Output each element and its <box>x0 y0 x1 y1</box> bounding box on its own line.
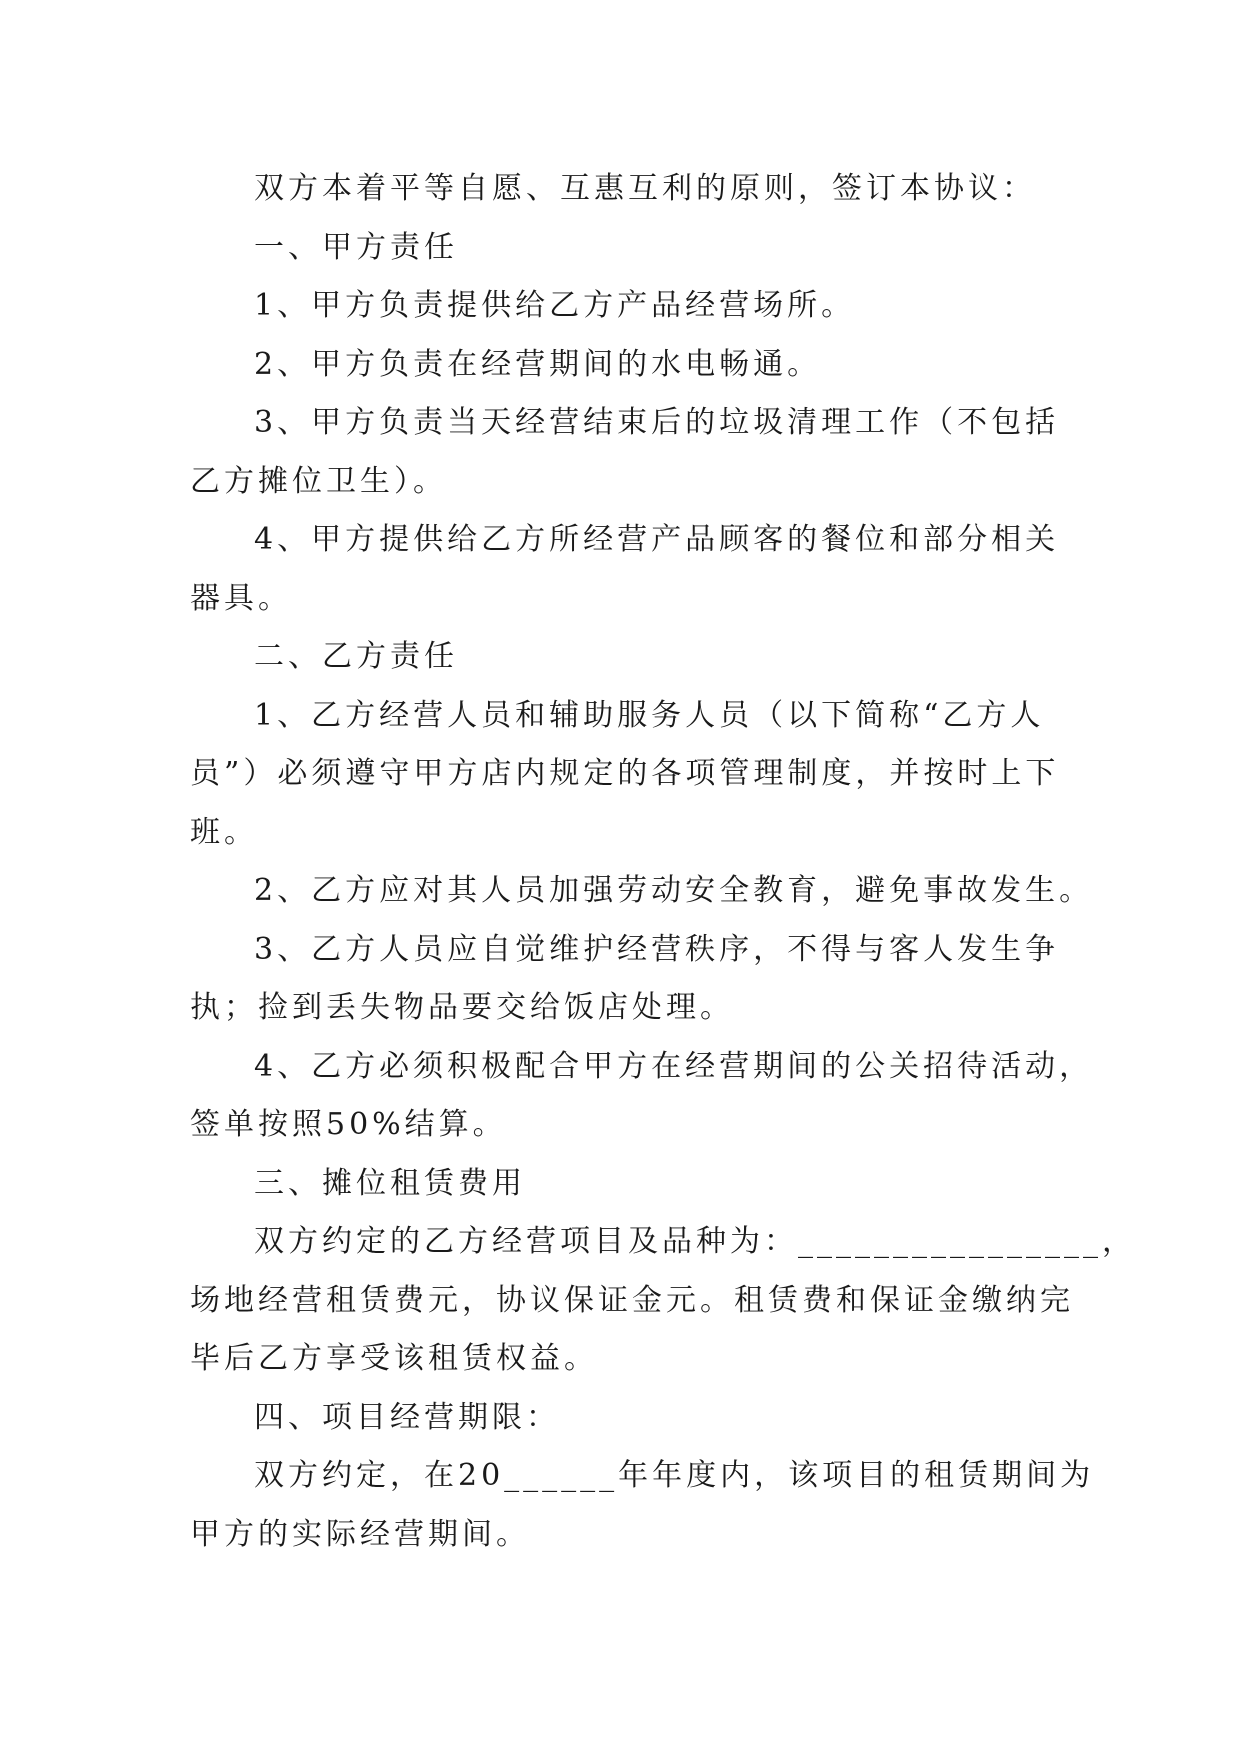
clause-a3-line2: 乙方摊位卫生）。 <box>190 463 447 499</box>
clause-b3-line1: 3、乙方人员应自觉维护经营秩序，不得与客人发生争 <box>254 931 1060 967</box>
clause-a2: 2、甲方负责在经营期间的水电畅通。 <box>254 346 822 382</box>
section-heading-rent: 三、摊位租赁费用 <box>254 1165 526 1201</box>
clause-b1-line3: 班。 <box>190 814 258 850</box>
section-heading-party-a: 一、甲方责任 <box>254 229 458 265</box>
clause-a1: 1、甲方负责提供给乙方产品经营场所。 <box>254 288 856 323</box>
clause-b2: 2、乙方应对其人员加强劳动安全教育，避免事故发生。 <box>254 873 1094 908</box>
paragraph-intro: 双方本着平等自愿、互惠互利的原则，签订本协议： <box>254 171 1036 206</box>
section-heading-term: 四、项目经营期限： <box>254 1399 560 1435</box>
clause-b1-line1: 1、乙方经营人员和辅助服务人员（以下简称“乙方人 <box>254 697 1045 733</box>
clause-a3-line1: 3、甲方负责当天经营结束后的垃圾清理工作（不包括 <box>254 405 1060 440</box>
document-page <box>190 160 1136 1564</box>
term-paragraph-line2: 甲方的实际经营期间。 <box>190 1516 530 1552</box>
clause-b1-line2: 员”）必须遵守甲方店内规定的各项管理制度，并按时上下 <box>190 756 1060 791</box>
clause-a4-line1: 4、甲方提供给乙方所经营产品顾客的餐位和部分相关 <box>254 522 1060 557</box>
rent-paragraph-line3: 毕后乙方享受该租赁权益。 <box>190 1341 598 1376</box>
clause-b3-line2: 执；捡到丢失物品要交给饭店处理。 <box>190 990 734 1025</box>
clause-a4-line2: 器具。 <box>190 580 292 616</box>
term-paragraph-line1: 双方约定，在20______年年度内，该项目的租赁期间为 <box>254 1458 1095 1493</box>
clause-b4-line2: 签单按照50%结算。 <box>190 1107 507 1142</box>
clause-b4-line1: 4、乙方必须积极配合甲方在经营期间的公关招待活动， <box>254 1048 1094 1084</box>
rent-paragraph-line1: 双方约定的乙方经营项目及品种为：________________， <box>254 1224 1136 1259</box>
section-heading-party-b: 二、乙方责任 <box>254 639 458 674</box>
rent-paragraph-line2: 场地经营租赁费元，协议保证金元。租赁费和保证金缴纳完 <box>190 1282 1074 1318</box>
